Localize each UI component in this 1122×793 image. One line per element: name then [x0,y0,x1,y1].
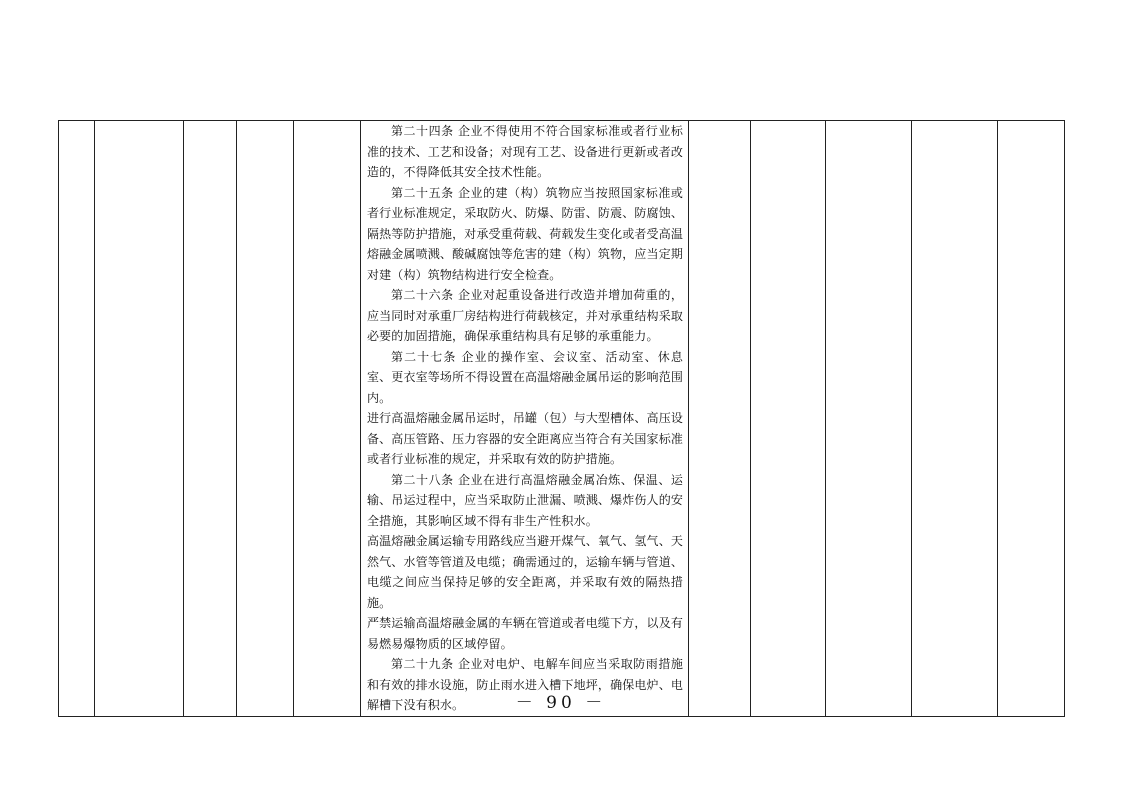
empty-cell-9 [826,121,912,717]
empty-cell-10 [912,121,998,717]
empty-cell-8 [751,121,826,717]
empty-cell-2 [95,121,184,717]
paragraph-article-28-cont-2: 严禁运输高温熔融金属的车辆在管道或者电缆下方，以及有易燃易爆物质的区域停留。 [367,616,683,651]
paragraph-article-28-cont-1: 高温熔融金属运输专用路线应当避开煤气、氧气、氢气、天然气、水管等管道及电缆；确需通过的，运输车辆与管道、电缆之间应当保持足够的安全距离，并采取有效的隔热措施。 [367,534,683,610]
empty-cell-7 [689,121,751,717]
paragraph-article-27: 第二十七条 企业的操作室、会议室、活动室、休息室、更衣室等场所不得设置在高温熔融金属吊运的影响范围内。 [367,349,683,405]
empty-cell-3 [184,121,237,717]
empty-cell-4 [237,121,294,717]
empty-cell-11 [998,121,1065,717]
regulation-text-cell [361,121,689,717]
empty-cell-5 [294,121,361,717]
paragraph-article-28: 第二十八条 企业在进行高温熔融金属冶炼、保温、运输、吊运过程中，应当采取防止泄漏、喷溅、爆炸伤人的安全措施，其影响区域不得有非生产性积水。 [367,472,683,528]
paragraph-article-25: 第二十五条 企业的建（构）筑物应当按照国家标准或者行业标准规定，采取防火、防爆、防雷、防震、防腐蚀、隔热等防护措施，对承受重荷载、荷载发生变化或者受高温熔融金属喷溅、酸碱腐蚀等危害的建（构）筑物，应当定期对建（构）筑物结构进行安全检查。 [367,185,683,282]
paragraph-article-29: 第二十九条 企业对电炉、电解车间应当采取防雨措施和有效的排水设施，防止雨水进入槽下地坪，确保电炉、电解槽下没有积水。 [367,657,683,712]
regulation-table [58,120,1065,717]
empty-cell-1 [59,121,95,717]
paragraph-article-26: 第二十六条 企业对起重设备进行改造并增加荷重的，应当同时对承重厂房结构进行荷载核定，并对承重结构采取必要的加固措施，确保承重结构具有足够的承重能力。 [367,288,683,343]
paragraph-article-27-cont: 进行高温熔融金属吊运时，吊罐（包）与大型槽体、高压设备、高压管路、压力容器的安全距离应当符合有关国家标准或者行业标准的规定，并采取有效的防护措施。 [367,411,683,466]
page-number: － 90 － [515,693,607,713]
table-row [59,121,1065,717]
paragraph-article-24: 第二十四条 企业不得使用不符合国家标准或者行业标准的技术、工艺和设备；对现有工艺、设备进行更新或者改造的，不得降低其安全技术性能。 [367,124,683,179]
